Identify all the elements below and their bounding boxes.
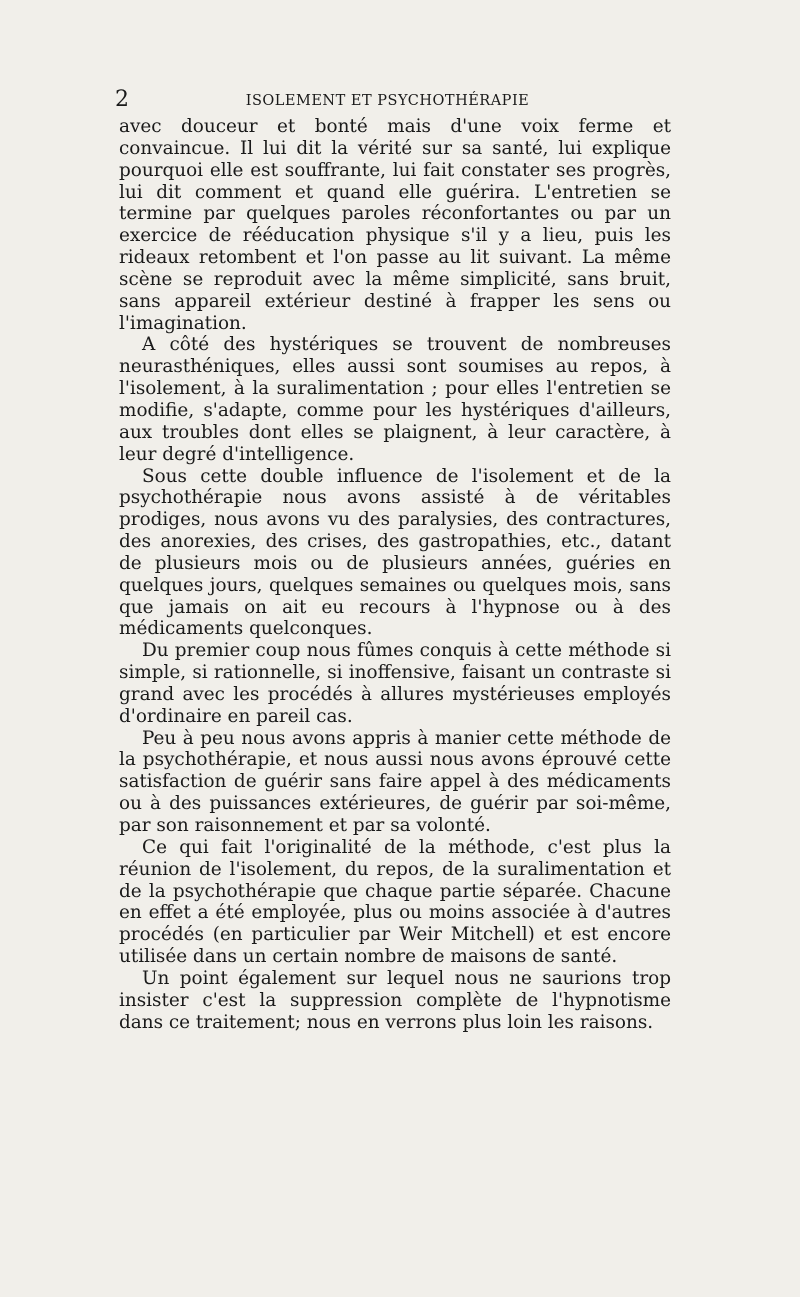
paragraph: A côté des hystériques se trouvent de nombreuses neurasthéniques, elles aussi sont soumises au repos, à l'isolement, à la suralimentation ; pour elles l'entretien se modifie, s'adapte, comme pour les hystériques d'ailleurs, aux troubles dont elles se plaignent, à leur caractère, à leur degré d'intelligence. bbox=[119, 334, 671, 465]
page-number: 2 bbox=[115, 87, 129, 112]
paragraph: Un point également sur lequel nous ne saurions trop insister c'est la suppression complète de l'hypnotisme dans ce traitement; nous en verrons plus loin les raisons. bbox=[119, 967, 671, 1033]
paragraph: Peu à peu nous avons appris à manier cette méthode de la psychothérapie, et nous aussi nous avons éprouvé cette satisfaction de guérir sans faire appel à des médicaments ou à des puissances extérieures, de guérir par soi-même, par son raisonnement et par sa volonté. bbox=[119, 727, 671, 836]
body-text bbox=[119, 116, 671, 1033]
paragraph: avec douceur et bonté mais d'une voix ferme et convaincue. Il lui dit la vérité sur sa santé, lui explique pourquoi elle est souffrante, lui fait constater ses progrès, lui dit comment et quand elle guérira. L'entretien se termine par quelques paroles réconfortantes ou par un exercice de rééducation physique s'il y a lieu, puis les rideaux retombent et l'on passe au lit suivant. La même scène se reproduit avec la même simplicité, sans bruit, sans appareil extérieur destiné à frapper les sens ou l'imagination. bbox=[119, 116, 671, 334]
running-title: ISOLEMENT ET PSYCHOTHÉRAPIE bbox=[245, 93, 530, 109]
page-header bbox=[115, 88, 660, 112]
paragraph: Du premier coup nous fûmes conquis à cette méthode si simple, si rationnelle, si inoffensive, faisant un contraste si grand avec les procédés à allures mystérieuses employés d'ordinaire en pareil cas. bbox=[119, 640, 671, 727]
paragraph: Sous cette double influence de l'isolement et de la psychothérapie nous avons assisté à de véritables prodiges, nous avons vu des paralysies, des contractures, des anorexies, des crises, des gastropathies, etc., datant de plusieurs mois ou de plusieurs années, guéries en quelques jours, quelques semaines ou quelques mois, sans que jamais on ait eu recours à l'hypnose ou à des médicaments quelconques. bbox=[119, 465, 671, 640]
paragraph: Ce qui fait l'originalité de la méthode, c'est plus la réunion de l'isolement, du repos, de la suralimentation et de la psychothérapie que chaque partie séparée. Chacune en effet a été employée, plus ou moins associée à d'autres procédés (en particulier par Weir Mitchell) et est encore utilisée dans un certain nombre de maisons de santé. bbox=[119, 836, 671, 968]
